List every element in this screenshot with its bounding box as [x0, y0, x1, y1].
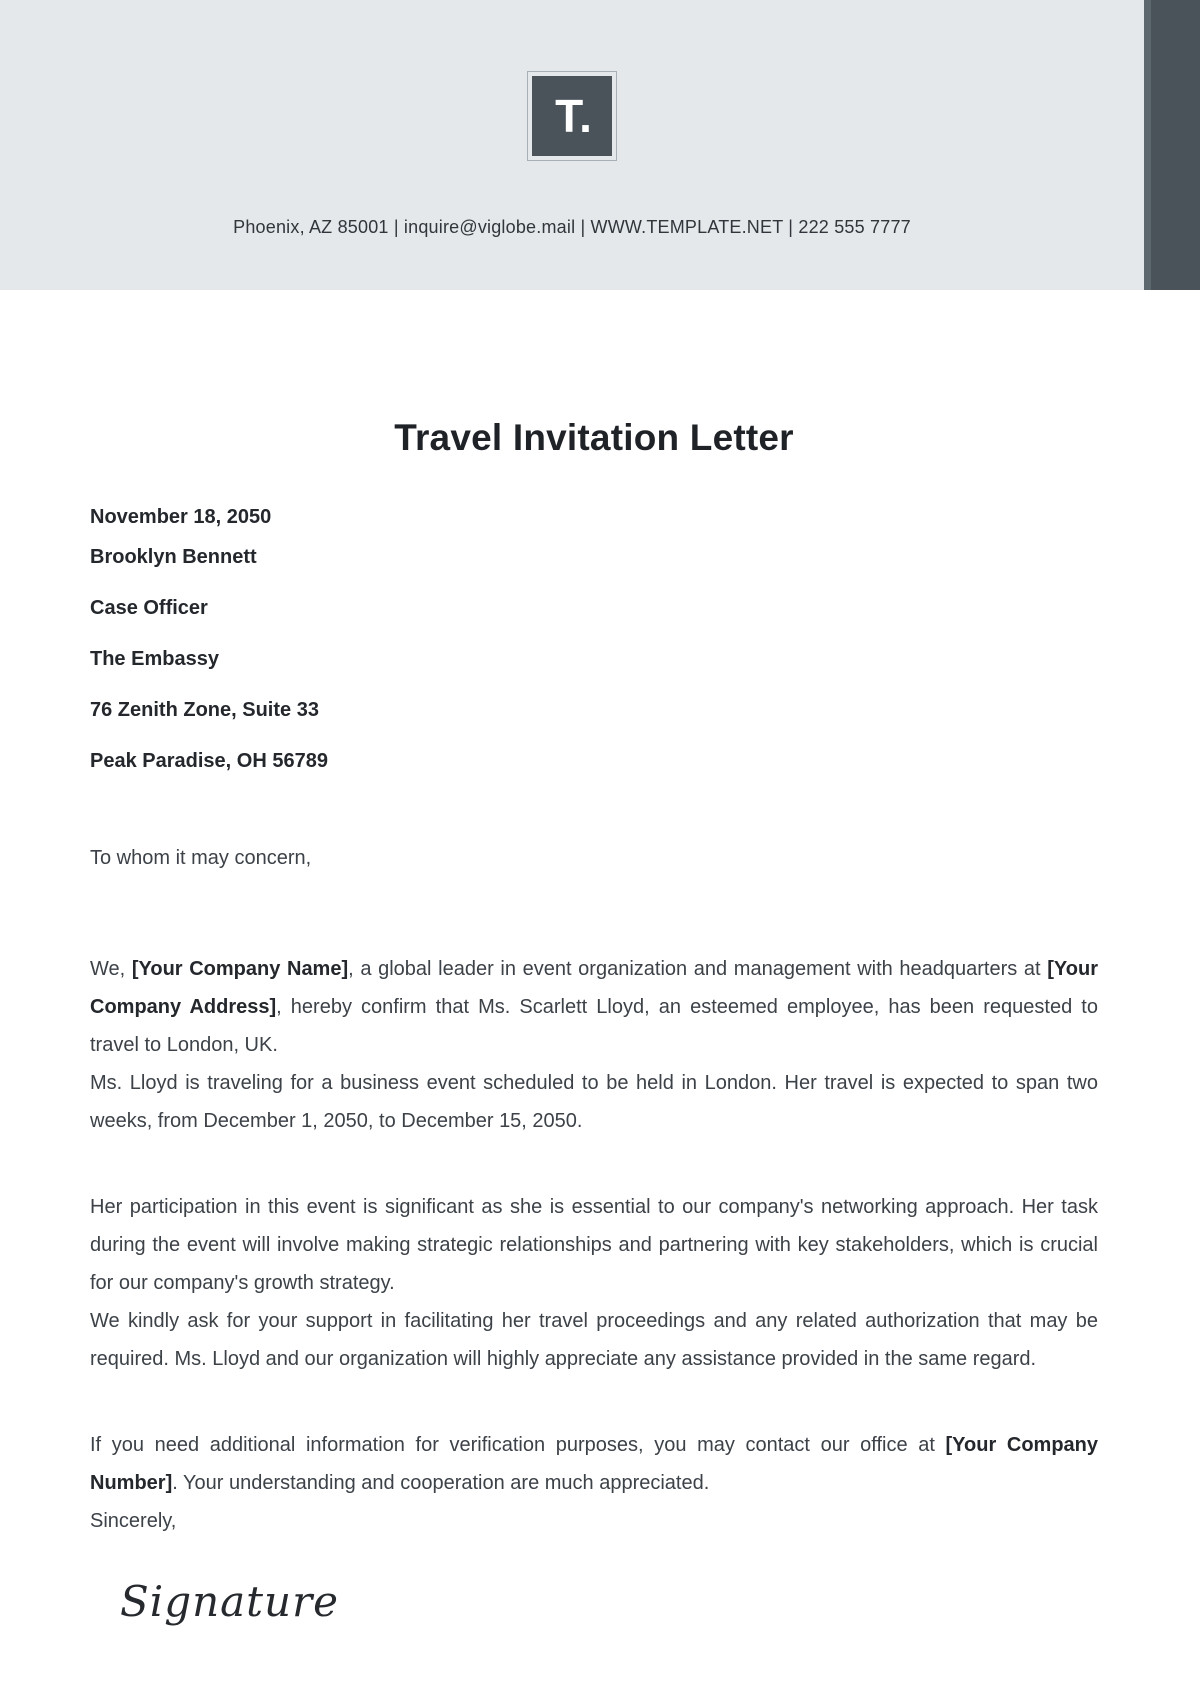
placeholder-text: [Your Company Address] — [90, 958, 1098, 1018]
header-accent-bar — [1144, 0, 1200, 290]
letter-date: November 18, 2050 — [90, 506, 272, 528]
letter-content — [0, 415, 1200, 1625]
paragraph-text: If you need additional information for verification purposes, you may contact our office at — [90, 1434, 946, 1456]
paragraph-text: Ms. Lloyd is traveling for a business event scheduled to be held in London. Her travel is expected to span two weeks, from December 1, 2050, to December 15, 2050. — [90, 1072, 1098, 1132]
salutation: To whom it may concern, — [90, 847, 312, 869]
contact-info: Phoenix, AZ 85001 | inquire@viglobe.mail | WWW.TEMPLATE.NET | 222 555 7777 — [233, 217, 911, 237]
paragraph-text: . Your understanding and cooperation are much appreciated. — [172, 1472, 710, 1494]
letter-body — [90, 950, 1098, 1502]
recipient-line: The Embassy — [90, 648, 219, 670]
body-paragraph — [90, 950, 1098, 1064]
recipient-block — [90, 545, 1098, 773]
placeholder-text: [Your Company Name] — [131, 958, 349, 980]
body-paragraph — [90, 1302, 1098, 1378]
logo-letter: T. — [555, 90, 593, 142]
body-paragraph — [90, 1426, 1098, 1502]
company-logo — [527, 71, 617, 161]
body-paragraph — [90, 1188, 1098, 1302]
recipient-line: 76 Zenith Zone, Suite 33 — [90, 699, 319, 721]
paragraph-text: We, — [90, 958, 132, 980]
signature-script: Signature — [120, 1577, 340, 1626]
logo-square — [532, 76, 612, 156]
closing: Sincerely, — [90, 1510, 177, 1532]
recipient-line: Brooklyn Bennett — [90, 546, 257, 568]
paragraph-text: , a global leader in event organization and management with headquarters at — [348, 958, 1048, 980]
paragraph-text: We kindly ask for your support in facilitating her travel proceedings and any related authorization that may be required. Ms. Lloyd and our organization will highly appreciate any assistance provided in the same regard. — [90, 1310, 1098, 1370]
page-title: Travel Invitation Letter — [394, 417, 794, 458]
body-paragraph — [90, 1064, 1098, 1140]
recipient-line: Case Officer — [90, 597, 208, 619]
paragraph-text: Her participation in this event is significant as she is essential to our company's networking approach. Her task during the event will involve making strategic relationships and partnering with key stakeholders, which is crucial for our company's growth strategy. — [90, 1196, 1098, 1294]
recipient-line: Peak Paradise, OH 56789 — [90, 750, 328, 772]
header-content — [0, 0, 1144, 290]
placeholder-text: [Your Company Number] — [90, 1434, 1098, 1494]
paragraph-text: , hereby confirm that Ms. Scarlett Lloyd, an esteemed employee, has been requested to travel to London, UK. — [90, 996, 1098, 1056]
letterhead — [0, 0, 1200, 290]
